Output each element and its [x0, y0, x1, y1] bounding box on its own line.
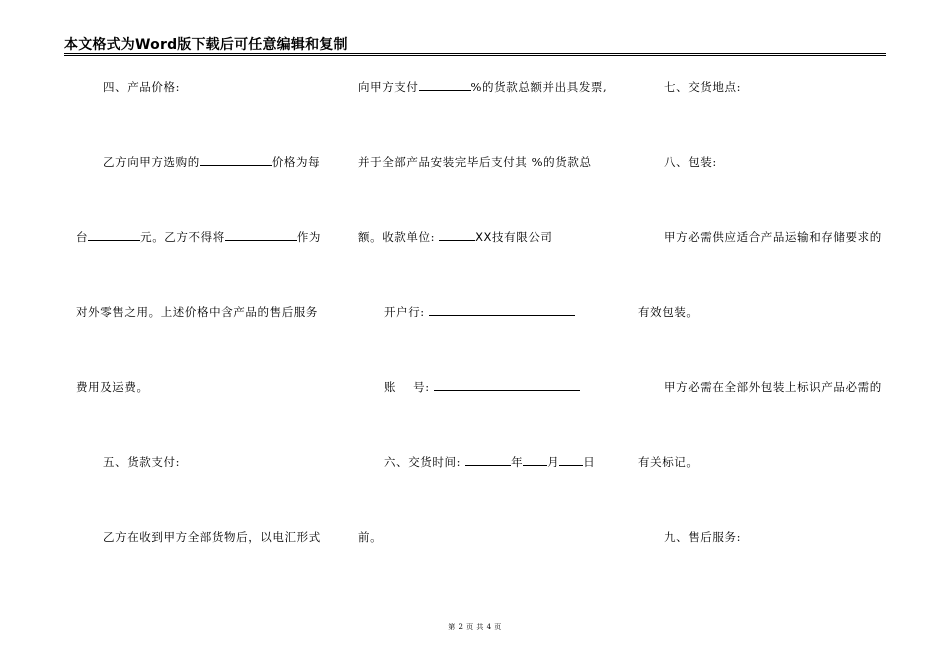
day-label: 日 [583, 455, 596, 469]
col1-line-3 [76, 229, 321, 245]
blank-account [434, 379, 580, 391]
blank-year [465, 454, 511, 466]
col2-line-4 [384, 304, 575, 320]
col2-line-2: 并于全部产品安装完毕后支付其 %的货款总 [358, 155, 592, 169]
col2-line-6 [384, 454, 595, 470]
section-9-heading: 九、售后服务: [664, 530, 742, 544]
blank-item [225, 229, 297, 241]
blank-month [523, 454, 547, 466]
col2-line-1-text-b: %的货款总额并出具发票, [470, 80, 608, 94]
col3-line-4: 有效包装。 [638, 305, 699, 319]
account-label: 账 号: [384, 380, 430, 394]
year-label: 年 [511, 455, 524, 469]
col2-line-5 [384, 379, 580, 395]
blank-day [559, 454, 583, 466]
col2-line-3 [358, 229, 553, 245]
blank-unit-price [88, 229, 140, 241]
col1-line-2-text-b: 价格为每 [271, 155, 321, 169]
blank-product-name [200, 154, 272, 166]
header-rule-thin [64, 53, 886, 54]
col2-line-3-text-a: 额。收款单位: [358, 230, 436, 244]
section-8-heading: 八、包装: [664, 155, 717, 169]
col1-line-2 [103, 154, 320, 170]
document-header-title: 本文格式为Word版下载后可任意编辑和复制 [64, 37, 348, 53]
col1-line-3-text-c: 作为 [296, 230, 322, 244]
col2-line-1 [358, 79, 607, 95]
section-5-heading: 五、货款支付: [103, 455, 181, 469]
col1-line-3-text-b: 元。乙方不得将 [140, 230, 225, 244]
blank-bank [429, 304, 575, 316]
section-6-heading: 六、交货时间: [384, 455, 462, 469]
month-label: 月 [547, 455, 560, 469]
col1-line-3-text-a: 台 [76, 230, 89, 244]
header-rule-bold [64, 55, 886, 56]
col1-line-5: 费用及运费。 [76, 380, 149, 394]
col2-line-7: 前。 [358, 530, 383, 544]
col1-line-7: 乙方在收到甲方全部货物后，以电汇形式 [103, 530, 321, 544]
section-4-heading: 四、产品价格: [103, 80, 181, 94]
col3-line-3: 甲方必需供应适合产品运输和存储要求的 [664, 230, 882, 244]
col3-line-5: 甲方必需在全部外包装上标识产品必需的 [664, 380, 882, 394]
col2-line-1-text-a: 向甲方支付 [358, 80, 419, 94]
payee-company: XX技有限公司 [475, 230, 553, 244]
col1-line-4: 对外零售之用。上述价格中含产品的售后服务 [76, 305, 318, 319]
blank-first-payment-percent [419, 79, 471, 91]
page-number-footer: 第 2 页 共 4 页 [448, 623, 502, 631]
blank-payee-prefix [439, 229, 475, 241]
section-7-heading: 七、交货地点: [664, 80, 742, 94]
bank-label: 开户行: [384, 305, 425, 319]
col3-line-6: 有关标记。 [638, 455, 699, 469]
col1-line-2-text-a: 乙方向甲方选购的 [103, 155, 200, 169]
